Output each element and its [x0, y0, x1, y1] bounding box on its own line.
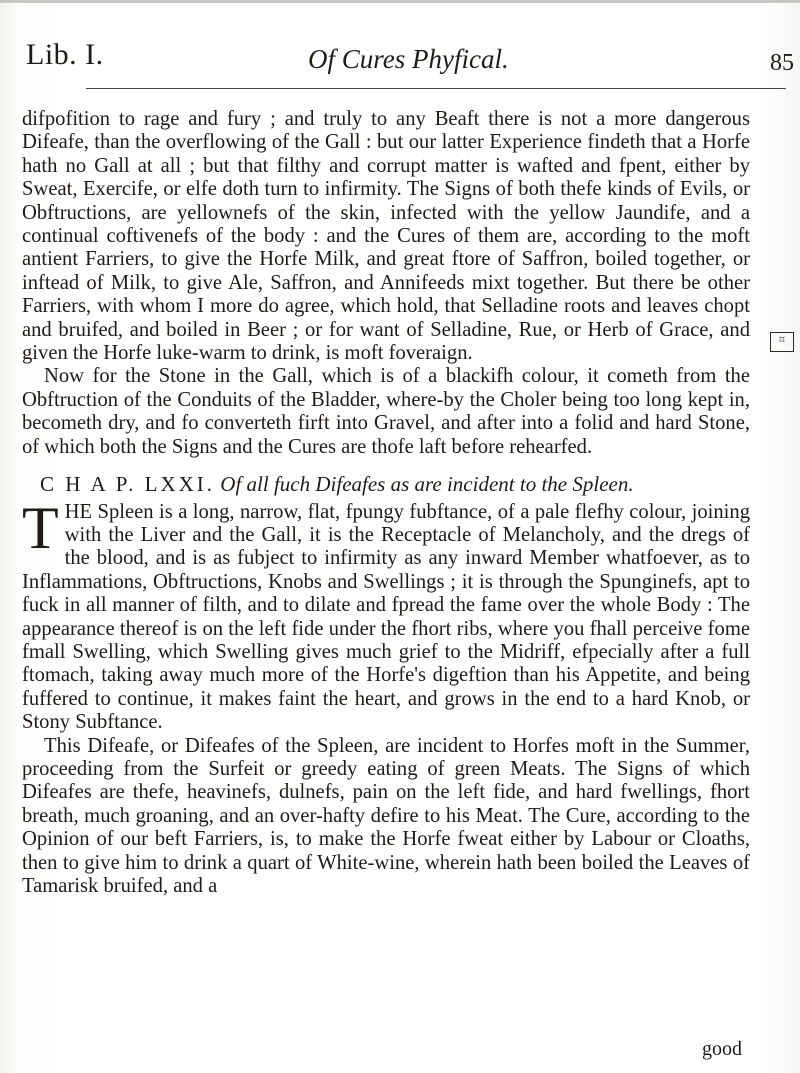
page-top-edge [0, 0, 800, 3]
paragraph-gall: difpofition to rage and fury ; and truly to any Beaft there is not a more dangerous Difeafe, than the overflowing of the Gall : but our latter Experience findeth that a Horfe hath no Gall at all ; but that filthy and corrupt matter is wafted and fpent, either by Sweat, Exercife, or elfe doth turn to infirmity. The Signs of both thefe kinds of Evils, or Obftructions, are yellownefs of the skin, infected with the yellow Jaundife, and a continual coftivenefs of the body : and the Cures of them are, according to the moft antient Farriers, to give the Horfe Milk, and great ftore of Saffron, boiled together, or inftead of Milk, to give Ale, Saffron, and Annifeeds mixt together. But there be other Farriers, with whom I more do agree, which hold, that Selladine roots and leaves chopt and bruifed, and boiled in Beer ; or for want of Selladine, Rue, or Herb of Grace, and given the Horfe luke-warm to drink, is moft foveraign. [22, 108, 750, 365]
paragraph-spleen-text: HE Spleen is a long, narrow, flat, fpungy fubftance, of a pale flefhy colour, joining with the Liver and the Gall, it is the Receptacle of Melancholy, and the dregs of the blood, and is as fubject to infirmity as any inward Member whatfoever, as to Inflammations, Obftructions, Knobs and Swellings ; it is through the Spunginefs, apt to fuck in all manner of filth, and to dilate and fpread the fame over the whole Body : The appearance thereof is on the left fide under the fhort ribs, where you fhall perceive fome fmall Swelling, which Swelling gives much grief to the Midriff, efpecially after a full ftomach, taking away much more of the Horfe's digeftion than his Appetite, and being fuffered to continue, it makes faint the heart, and grows in the end to a hard Knob, or Stony Subftance. [22, 500, 750, 734]
header-rule [86, 88, 786, 89]
page-header [26, 32, 796, 82]
chapter-number: C H A P. LXXI. [40, 472, 216, 497]
chapter-title: Of all fuch Difeafes as are incident to the Spleen. [220, 472, 634, 497]
drop-capital: T [22, 494, 59, 561]
running-title: Of Cures Phyfical. [308, 44, 509, 74]
book-number: Lib. I. [26, 38, 104, 71]
main-text [22, 108, 750, 898]
page-number: 85 [770, 50, 794, 76]
margin-bookmark-icon: ⌑ [770, 332, 794, 352]
paragraph-stone: Now for the Stone in the Gall, which is of a blackifh colour, it cometh from the Obftruction of the Conduits of the Bladder, where-by the Choler being too long kept in, becometh dry, and fo converteth firft into Gravel, and after into a folid and hard Stone, of which both the Signs and the Cures are thofe laft before rehearfed. [22, 365, 750, 458]
catchword: good [702, 1038, 742, 1060]
paragraph-spleen-cure: This Difeafe, or Difeafes of the Spleen, are incident to Horfes moft in the Summer, proceeding from the Surfeit or greedy eating of green Meats. The Signs of which Difeafes are thefe, heavinefs, dulnefs, pain on the left fide, and hard fwellings, fhort breath, much groaning, and an over-hafty defire to his Meat. The Cure, according to the Opinion of our beft Farriers, is, to make the Horfe fweat either by Labour or Cloaths, then to give him to drink a quart of White-wine, wherein hath been boiled the Leaves of Tamarisk bruifed, and a [22, 734, 750, 897]
chapter-heading [22, 473, 750, 496]
paragraph-spleen [22, 494, 750, 735]
